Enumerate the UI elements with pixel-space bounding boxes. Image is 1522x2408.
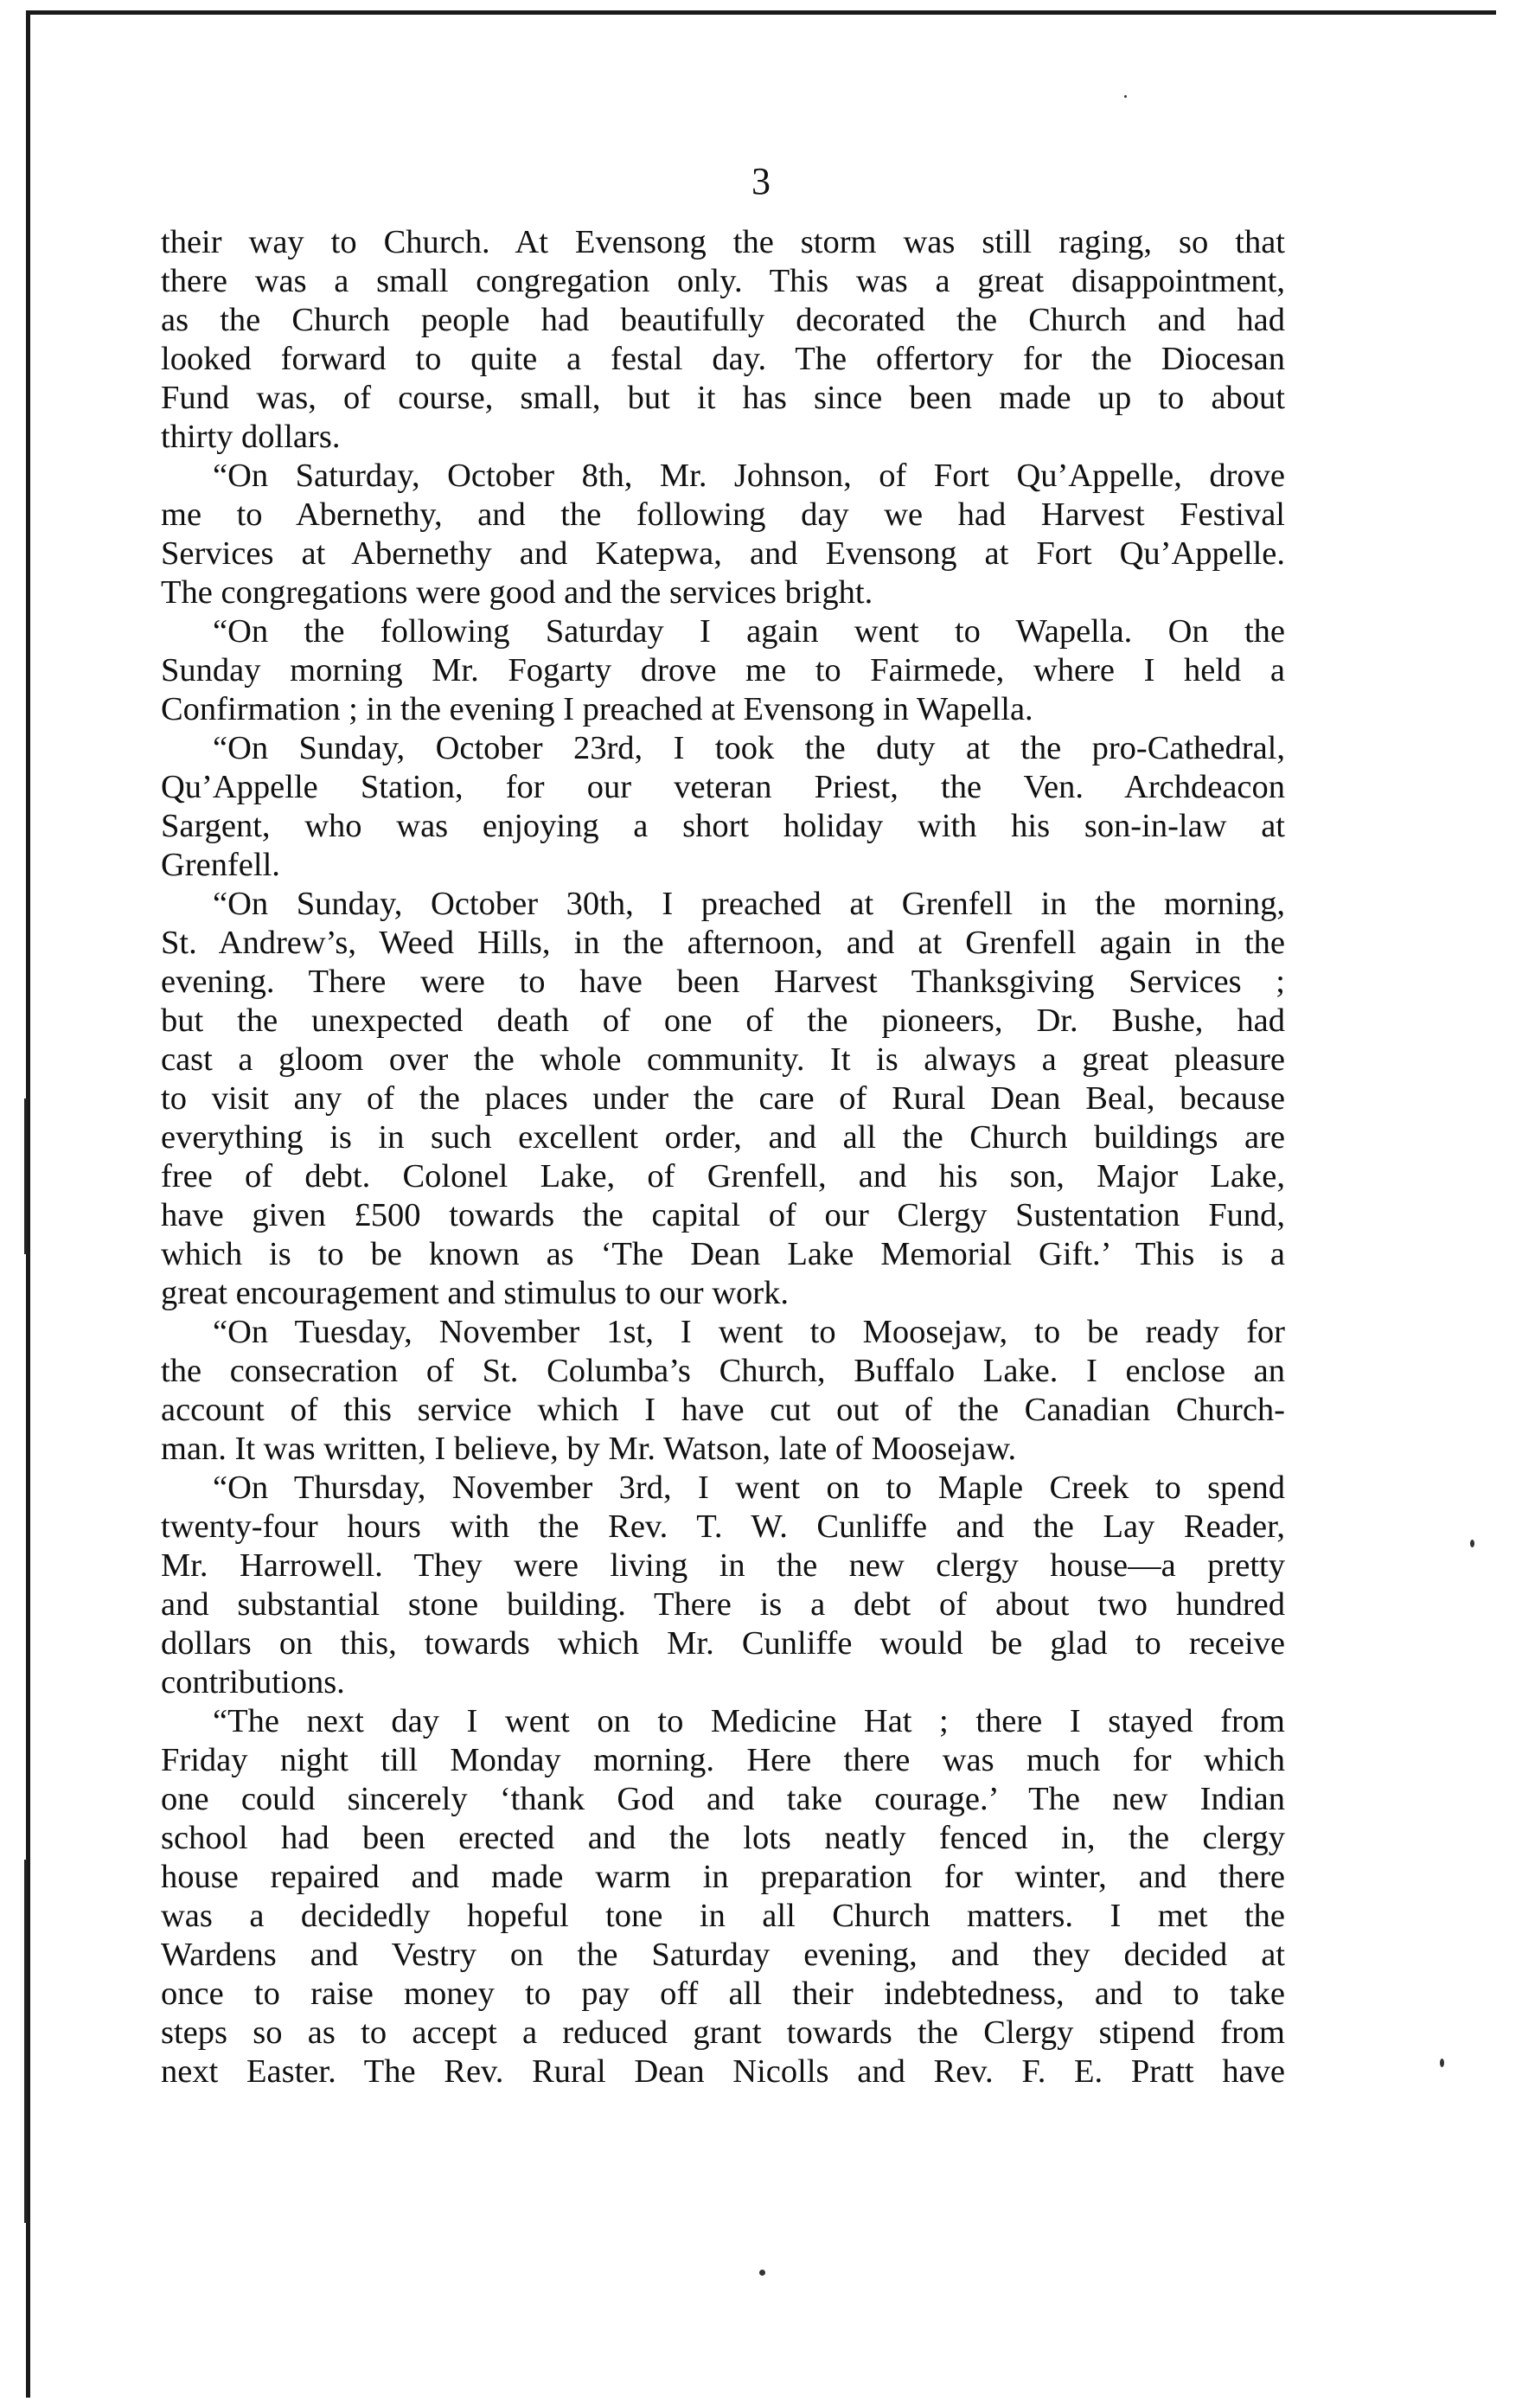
body-text — [161, 223, 1285, 2091]
text-line: great encouragement and stimulus to our work. — [161, 1275, 789, 1311]
text-line: The congregations were good and the services bright. — [161, 574, 873, 611]
text-line: “On Tuesday, November 1st, I went to Moosejaw, to be ready for — [213, 1314, 1285, 1350]
text-line: cast a gloom over the whole community. It is always a great pleasure — [161, 1041, 1285, 1078]
text-line: one could sincerely ‘thank God and take courage.’ The new Indian — [161, 1781, 1285, 1817]
text-line: “On the following Saturday I again went to Wapella. On the — [213, 613, 1285, 650]
text-line: Confirmation ; in the evening I preached at Evensong in Wapella. — [161, 691, 1033, 727]
text-line: which is to be known as ‘The Dean Lake Memorial Gift.’ This is a — [161, 1236, 1285, 1272]
page-number: 3 — [751, 160, 771, 202]
text-line: Mr. Harrowell. They were living in the new clergy house—a pretty — [161, 1547, 1285, 1584]
scan-border-left-mark-lower — [24, 1860, 28, 2223]
text-line: account of this service which I have cut out of the Canadian Church- — [161, 1392, 1285, 1428]
text-line: looked forward to quite a festal day. The offertory for the Diocesan — [161, 341, 1285, 377]
text-line: Friday night till Monday morning. Here there was much for which — [161, 1742, 1285, 1778]
text-line: house repaired and made warm in preparation for winter, and there — [161, 1859, 1285, 1895]
text-line: “On Sunday, October 23rd, I took the duty at the pro-Cathedral, — [213, 730, 1285, 766]
text-line: St. Andrew’s, Weed Hills, in the afternoon, and at Grenfell again in the — [161, 925, 1285, 961]
text-line: Grenfell. — [161, 847, 280, 883]
scan-border-left-mark — [24, 1098, 28, 1254]
text-line: once to raise money to pay off all their indebtedness, and to take — [161, 1976, 1285, 2012]
text-line: steps so as to accept a reduced grant towards the Clergy stipend from — [161, 2014, 1285, 2051]
text-line: evening. There were to have been Harvest Thanksgiving Services ; — [161, 964, 1285, 1000]
scan-speck — [1124, 95, 1127, 98]
text-line: Qu’Appelle Station, for our veteran Priest, the Ven. Archdeacon — [161, 769, 1285, 805]
text-line: Fund was, of course, small, but it has since been made up to about — [161, 380, 1285, 416]
text-line: to visit any of the places under the care of Rural Dean Beal, because — [161, 1080, 1285, 1117]
text-line: “On Sunday, October 30th, I preached at Grenfell in the morning, — [213, 886, 1285, 922]
text-line: as the Church people had beautifully decorated the Church and had — [161, 302, 1285, 338]
text-line: “The next day I went on to Medicine Hat ; there I stayed from — [213, 1703, 1285, 1739]
text-line: everything is in such excellent order, and all the Church buildings are — [161, 1119, 1285, 1156]
scan-speck — [1440, 2059, 1444, 2067]
text-line: free of debt. Colonel Lake, of Grenfell, and his son, Major Lake, — [161, 1158, 1285, 1194]
text-line: Sargent, who was enjoying a short holiday with his son-in-law at — [161, 808, 1285, 844]
text-line: “On Saturday, October 8th, Mr. Johnson, of Fort Qu’Appelle, drove — [213, 458, 1285, 494]
text-line: twenty-four hours with the Rev. T. W. Cunliffe and the Lay Reader, — [161, 1508, 1285, 1545]
scan-border-top — [26, 10, 1496, 15]
text-line: contributions. — [161, 1664, 345, 1700]
text-line: “On Thursday, November 3rd, I went on to Maple Creek to spend — [213, 1470, 1285, 1506]
text-line: school had been erected and the lots neatly fenced in, the clergy — [161, 1820, 1285, 1856]
text-line: thirty dollars. — [161, 419, 341, 455]
scan-speck — [759, 2270, 765, 2276]
text-line: Services at Abernethy and Katepwa, and Evensong at Fort Qu’Appelle. — [161, 535, 1285, 572]
scan-speck — [1470, 1540, 1474, 1547]
text-line: man. It was written, I believe, by Mr. Watson, late of Moosejaw. — [161, 1431, 1017, 1467]
text-line: dollars on this, towards which Mr. Cunliffe would be glad to receive — [161, 1625, 1285, 1662]
text-line: next Easter. The Rev. Rural Dean Nicolls and Rev. F. E. Pratt have — [161, 2053, 1285, 2090]
text-line: there was a small congregation only. This was a great disappointment, — [161, 263, 1285, 299]
text-line: Wardens and Vestry on the Saturday evening, and they decided at — [161, 1937, 1285, 1973]
text-line: and substantial stone building. There is a debt of about two hundred — [161, 1586, 1285, 1623]
text-line: was a decidedly hopeful tone in all Church matters. I met the — [161, 1898, 1285, 1934]
text-line: but the unexpected death of one of the pioneers, Dr. Bushe, had — [161, 1002, 1285, 1039]
text-line: have given £500 towards the capital of our Clergy Sustentation Fund, — [161, 1197, 1285, 1233]
text-line: Sunday morning Mr. Fogarty drove me to Fairmede, where I held a — [161, 652, 1285, 688]
text-line: the consecration of St. Columba’s Church, Buffalo Lake. I enclose an — [161, 1353, 1285, 1389]
text-line: their way to Church. At Evensong the storm was still raging, so that — [161, 224, 1285, 260]
text-line: me to Abernethy, and the following day we had Harvest Festival — [161, 496, 1285, 533]
